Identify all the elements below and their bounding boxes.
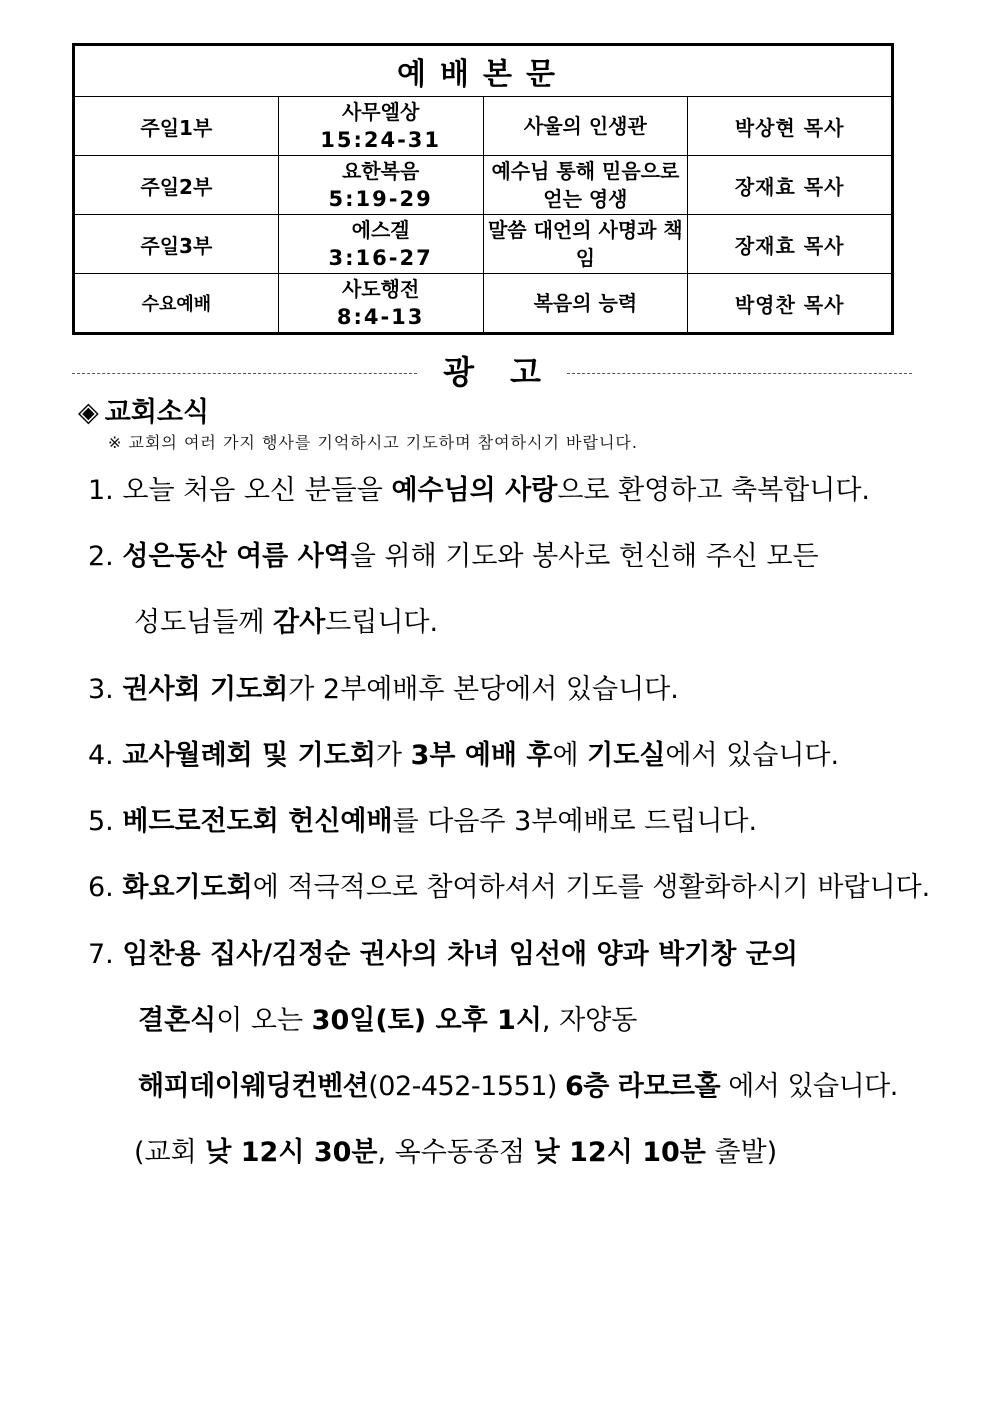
section-note: ※ 교회의 여러 가지 행사를 기억하시고 기도하며 참여하시기 바랍니다. bbox=[108, 433, 638, 452]
item-emphasis: 기도실 bbox=[587, 740, 666, 771]
passage bbox=[278, 97, 483, 156]
list-item-continued bbox=[134, 1130, 777, 1169]
item-emphasis: 임찬용 집사/김정순 권사의 차녀 임선애 양과 박기창 군의 bbox=[122, 939, 798, 970]
table-row bbox=[74, 274, 893, 334]
item-text: 으로 환영하고 축복합니다. bbox=[557, 475, 870, 506]
service-name: 주일1부 bbox=[74, 97, 279, 156]
item-emphasis: 권사회 기도회 bbox=[122, 674, 289, 705]
list-item bbox=[88, 534, 819, 573]
item-emphasis: 베드로전도회 헌신예배 bbox=[122, 806, 393, 837]
passage-book: 사도행전 bbox=[341, 277, 420, 301]
item-number: 6. bbox=[88, 872, 114, 903]
passage-book: 요한복음 bbox=[341, 159, 420, 183]
sermon-table bbox=[72, 43, 894, 335]
preacher: 장재효 목사 bbox=[688, 156, 893, 215]
list-item bbox=[88, 667, 679, 706]
preacher: 박영찬 목사 bbox=[688, 274, 893, 334]
sermon-title bbox=[483, 215, 688, 274]
preacher: 장재효 목사 bbox=[688, 215, 893, 274]
section-title-text: 교회소식 bbox=[104, 397, 210, 428]
item-emphasis: 6층 라모르홀 bbox=[565, 1071, 721, 1102]
list-item bbox=[88, 932, 798, 971]
item-text: 에서 있습니다. bbox=[665, 740, 840, 771]
item-text: (02-452-1551) bbox=[368, 1071, 565, 1102]
item-number: 1. bbox=[88, 475, 114, 506]
passage-verse: 5:19-29 bbox=[328, 187, 433, 211]
item-text: , 자양동 bbox=[541, 1005, 638, 1036]
list-item bbox=[88, 799, 757, 838]
table-row bbox=[74, 156, 893, 215]
item-emphasis: 3부 예배 후 bbox=[410, 740, 553, 771]
passage-verse: 8:4-13 bbox=[336, 305, 425, 329]
item-number: 5. bbox=[88, 806, 114, 837]
passage bbox=[278, 274, 483, 334]
service-name: 수요예배 bbox=[74, 274, 279, 334]
item-emphasis: 교사월례회 및 기도회 bbox=[122, 740, 376, 771]
item-text: 을 위해 기도와 봉사로 헌신해 주신 모든 bbox=[349, 541, 819, 572]
preacher: 박상현 목사 bbox=[688, 97, 893, 156]
table-row bbox=[74, 97, 893, 156]
item-text: 성도님들께 bbox=[134, 607, 273, 638]
sermon-table-title: 예배본문 bbox=[74, 45, 893, 97]
list-item-continued bbox=[134, 600, 438, 639]
section-title bbox=[78, 390, 209, 429]
announcements-header bbox=[72, 345, 912, 395]
diamond-bullet-icon: ◈ bbox=[78, 397, 99, 428]
item-emphasis: 결혼식 bbox=[138, 1005, 217, 1036]
item-emphasis: 30일(토) 오후 1시 bbox=[311, 1005, 542, 1036]
item-text: 에 bbox=[552, 740, 588, 771]
item-text: , 옥수동종점 bbox=[377, 1137, 534, 1168]
item-number: 7. bbox=[88, 939, 114, 970]
sermon-title-line: 얻는 영생 bbox=[543, 187, 628, 211]
item-text: 에 적극적으로 참여하셔서 기도를 생활화하시기 바랍니다. bbox=[252, 872, 931, 903]
passage-book: 사무엘상 bbox=[341, 100, 420, 124]
sermon-title bbox=[483, 156, 688, 215]
item-text: 이 오는 bbox=[216, 1005, 312, 1036]
passage-verse: 3:16-27 bbox=[328, 246, 433, 270]
item-text: 에서 있습니다. bbox=[720, 1071, 898, 1102]
item-number: 4. bbox=[88, 740, 114, 771]
sermon-title-line: 말씀 대언의 사명과 책임 bbox=[487, 218, 683, 270]
item-emphasis: 낮 12시 30분 bbox=[205, 1137, 378, 1168]
service-name: 주일2부 bbox=[74, 156, 279, 215]
list-item bbox=[88, 468, 870, 507]
sermon-title-line: 사울의 인생관 bbox=[523, 114, 647, 138]
list-item-continued bbox=[138, 998, 637, 1037]
passage bbox=[278, 156, 483, 215]
sermon-title bbox=[483, 274, 688, 334]
item-text: 오늘 처음 오신 분들을 bbox=[122, 475, 392, 506]
item-emphasis: 감사 bbox=[273, 607, 326, 638]
passage-verse: 15:24-31 bbox=[320, 128, 442, 152]
item-emphasis: 낮 12시 10분 bbox=[533, 1137, 706, 1168]
item-text: 가 bbox=[375, 740, 411, 771]
table-row bbox=[74, 215, 893, 274]
list-item-continued bbox=[138, 1064, 898, 1103]
item-text: (교회 bbox=[134, 1137, 206, 1168]
item-emphasis: 예수님의 사랑 bbox=[391, 475, 558, 506]
passage-book: 에스겔 bbox=[351, 218, 410, 242]
list-item bbox=[88, 733, 839, 772]
announcements-title: 광고 bbox=[443, 353, 577, 391]
item-number: 3. bbox=[88, 674, 114, 705]
item-emphasis: 성은동산 여름 사역 bbox=[122, 541, 350, 572]
item-text: 드립니다. bbox=[325, 607, 439, 638]
item-emphasis: 해피데이웨딩컨벤션 bbox=[138, 1071, 369, 1102]
item-text: 출발) bbox=[705, 1137, 778, 1168]
item-text: 를 다음주 3부예배로 드립니다. bbox=[392, 806, 758, 837]
sermon-title-line: 예수님 통해 믿음으로 bbox=[491, 159, 680, 183]
item-text: 가 2부예배후 본당에서 있습니다. bbox=[288, 674, 679, 705]
list-item bbox=[88, 865, 930, 904]
service-name: 주일3부 bbox=[74, 215, 279, 274]
item-emphasis: 화요기도회 bbox=[122, 872, 253, 903]
item-number: 2. bbox=[88, 541, 114, 572]
sermon-title-line: 복음의 능력 bbox=[533, 291, 638, 315]
passage bbox=[278, 215, 483, 274]
sermon-title bbox=[483, 97, 688, 156]
